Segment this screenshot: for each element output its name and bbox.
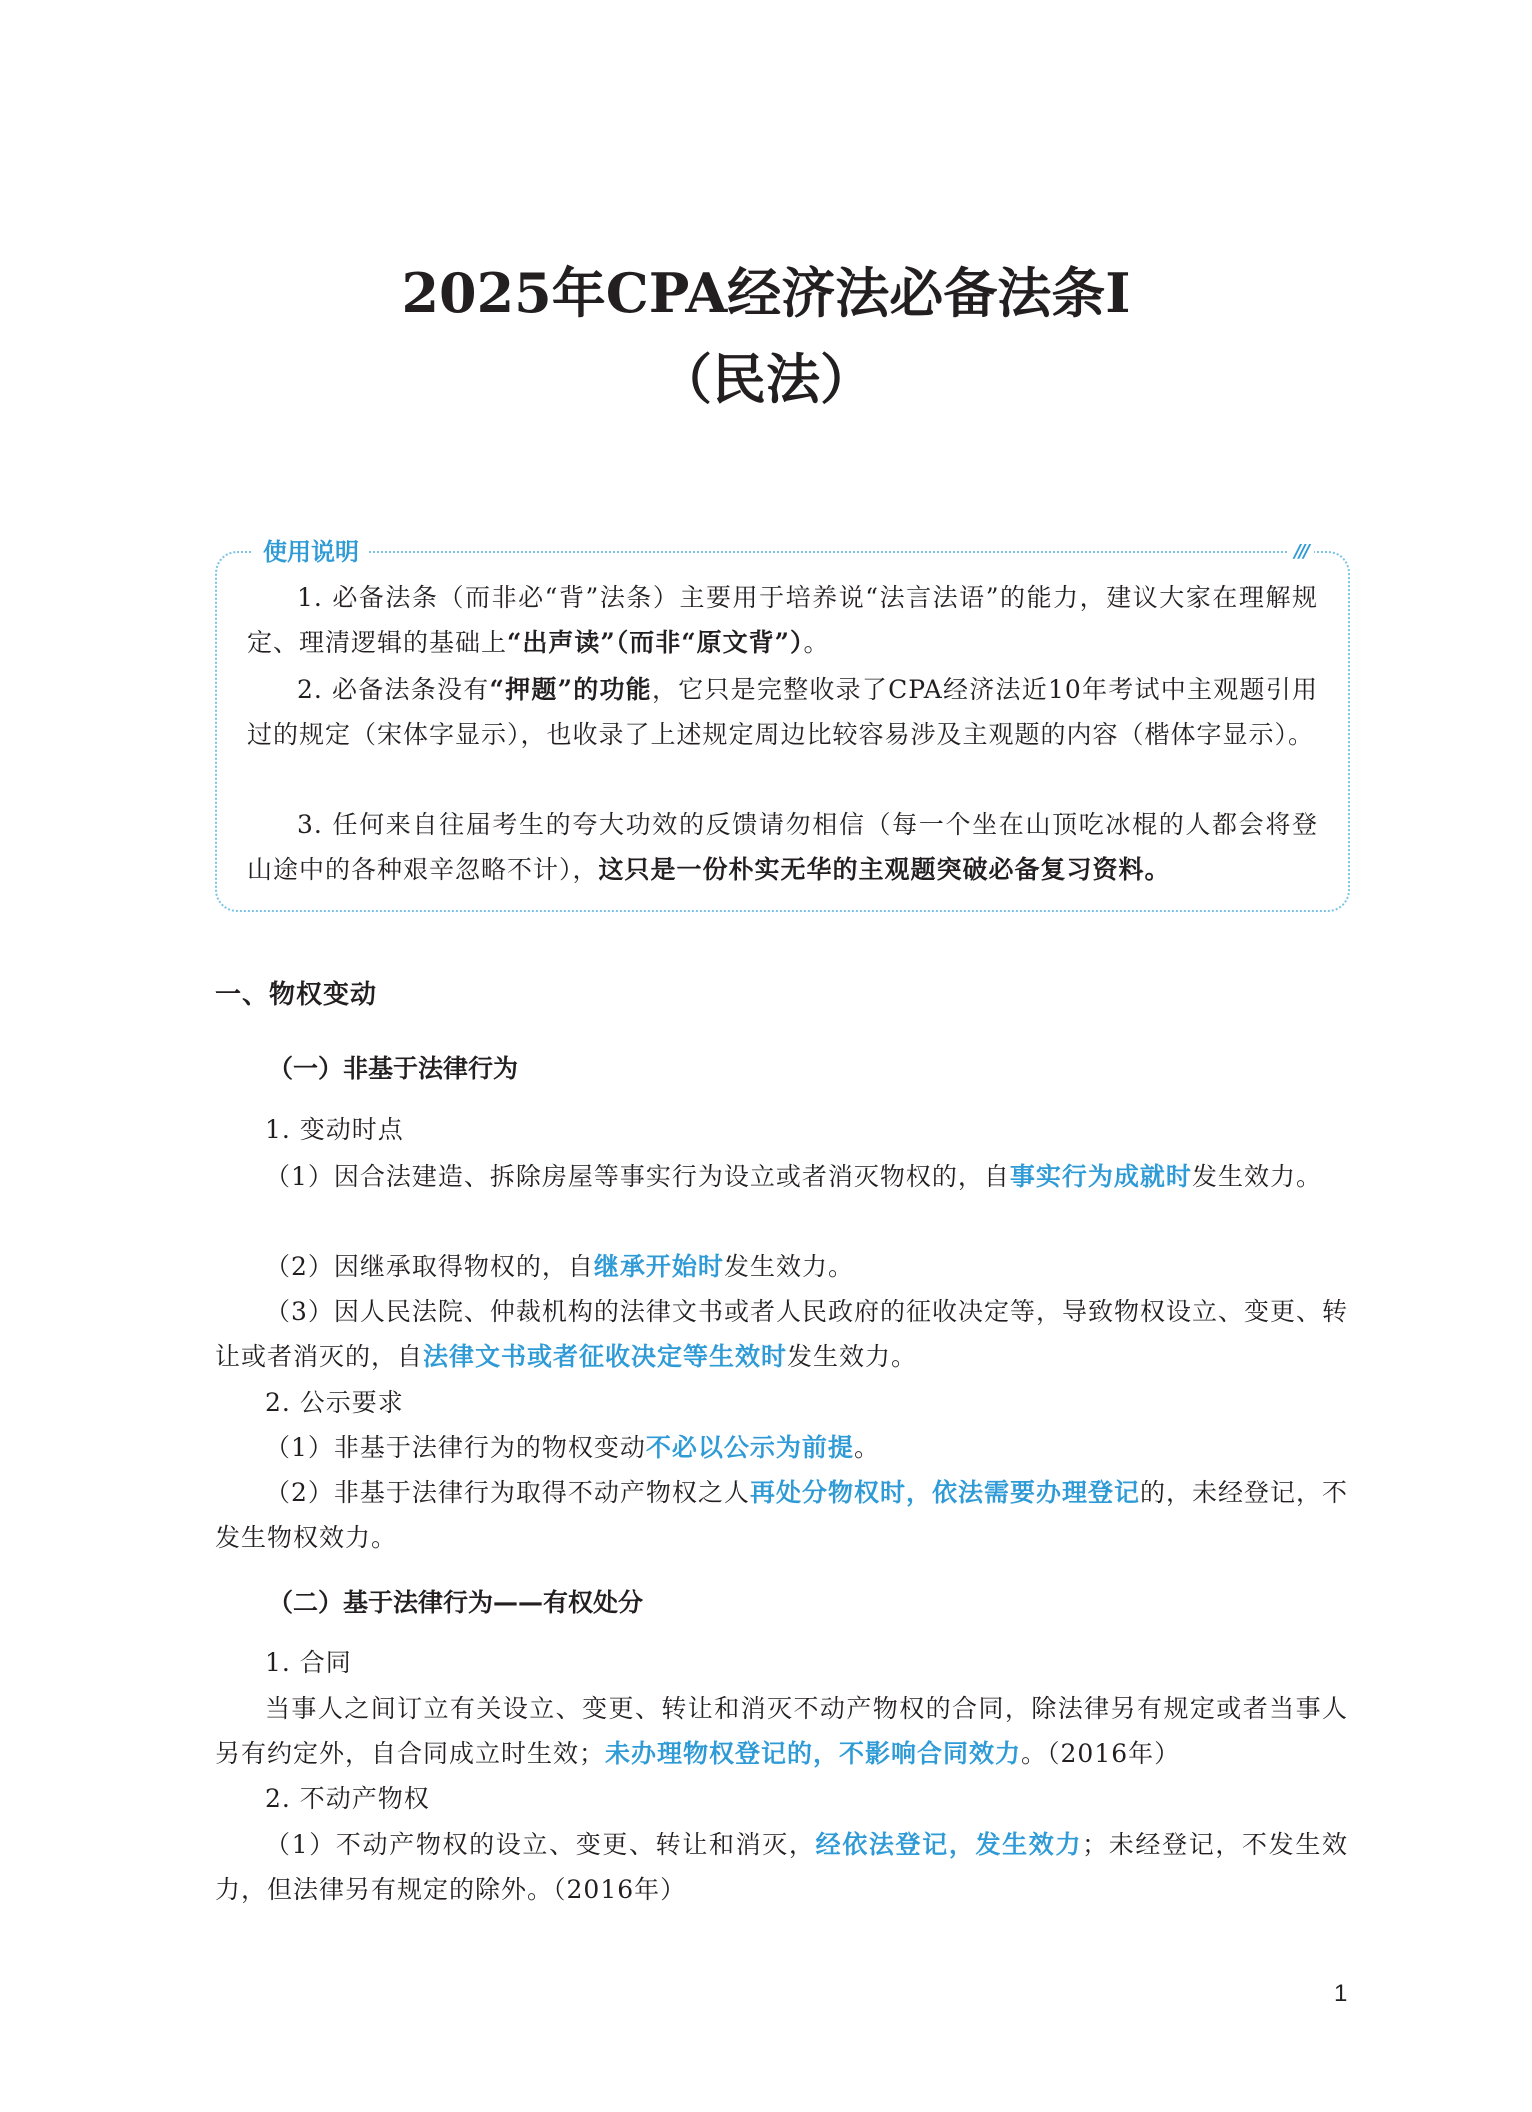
paragraph — [215, 1244, 1348, 1289]
text: 发生效力。 — [723, 1252, 854, 1281]
item-heading: 1. 变动时点 — [265, 1115, 404, 1144]
page-title — [0, 250, 1532, 422]
item-heading: 2. 不动产物权 — [265, 1784, 430, 1813]
paragraph — [215, 1686, 1348, 1776]
highlight-text: 再处分物权时，依法需要办理登记 — [749, 1478, 1140, 1507]
paragraph — [215, 1822, 1348, 1912]
page-number: 1 — [1334, 1980, 1348, 2007]
text: 。 — [853, 1433, 880, 1462]
item-heading: 1. 合同 — [265, 1648, 352, 1677]
text: 1. 必备法条（而非必“背”法条）主要用于培养说“法言法语”的能力，建议大家在理解规定、理清逻辑的基础上 — [247, 583, 1318, 657]
subsection-heading: （一）非基于法律行为 — [268, 1054, 519, 1083]
highlight-text: 法律文书或者征收决定等生效时 — [423, 1342, 788, 1371]
paragraph — [215, 1470, 1348, 1560]
text: （1）因合法建造、拆除房屋等事实行为设立或者消灭物权的，自 — [265, 1162, 1010, 1191]
usage-notice-box — [215, 538, 1350, 912]
text: （3）因人民法院、仲裁机构的法律文书或者人民政府的征收决定等，导致物权设立、变更、转让或者消灭的，自 — [215, 1297, 1348, 1371]
text: ；未经登记，不发生效力，但法律另有规定的除外。（2016年） — [215, 1830, 1348, 1904]
highlight-text: 不必以公示为前提 — [645, 1433, 854, 1462]
text: 3. 任何来自往届考生的夸大功效的反馈请勿相信（每一个坐在山顶吃冰棍的人都会将登山途中的各种艰辛忽略不计）， — [247, 810, 1318, 884]
notice-paragraph-3 — [247, 802, 1318, 892]
highlight-text: 经依法登记，发生效力 — [815, 1830, 1083, 1859]
paragraph — [215, 1154, 1348, 1199]
paragraph — [215, 1289, 1348, 1379]
text: 。（2016年） — [1021, 1739, 1181, 1768]
bold-text: “出声读”（而非“原文背”） — [507, 628, 804, 657]
text: 当事人之间订立有关设立、变更、转让和消灭不动产物权的合同，除法律另有规定或者当事人另有约定外，自合同成立时生效； — [215, 1694, 1348, 1768]
text: 2. 必备法条没有 — [297, 675, 490, 704]
usage-notice-label: 使用说明 — [253, 535, 369, 569]
title-line-1: 2025年CPA经济法必备法条I — [401, 261, 1131, 325]
title-line-2: （民法） — [658, 347, 874, 411]
slash-decoration-icon: /// — [1288, 539, 1314, 565]
text: （1）非基于法律行为的物权变动 — [265, 1433, 646, 1462]
notice-paragraph-1 — [247, 575, 1318, 665]
text: （1）不动产物权的设立、变更、转让和消灭， — [265, 1830, 816, 1859]
bold-text: “押题”的功能 — [489, 675, 652, 704]
subsection-heading: （二）基于法律行为——有权处分 — [268, 1588, 644, 1617]
highlight-text: 事实行为成就时 — [1009, 1162, 1192, 1191]
highlight-text: 继承开始时 — [593, 1252, 724, 1281]
text: ，它只是完整收录了CPA经济法近10年考试中主观题引用过的规定（宋体字显示），也收录了上述规定周边比较容易涉及主观题的内容（楷体字显示）。 — [247, 675, 1318, 749]
text: 发生效力。 — [787, 1342, 918, 1371]
text: （2）非基于法律行为取得不动产物权之人 — [265, 1478, 750, 1507]
section-heading: 一、物权变动 — [215, 980, 378, 1010]
highlight-text: 未办理物权登记的，不影响合同效力 — [605, 1739, 1022, 1768]
item-heading: 2. 公示要求 — [265, 1388, 404, 1417]
text: 。 — [803, 628, 830, 657]
text: 的，未经登记，不发生物权效力。 — [215, 1478, 1348, 1552]
text: （2）因继承取得物权的，自 — [265, 1252, 594, 1281]
text: 发生效力。 — [1191, 1162, 1322, 1191]
paragraph — [215, 1425, 1348, 1470]
bold-text: 这只是一份朴实无华的主观题突破必备复习资料。 — [598, 855, 1171, 884]
notice-paragraph-2 — [247, 667, 1318, 757]
